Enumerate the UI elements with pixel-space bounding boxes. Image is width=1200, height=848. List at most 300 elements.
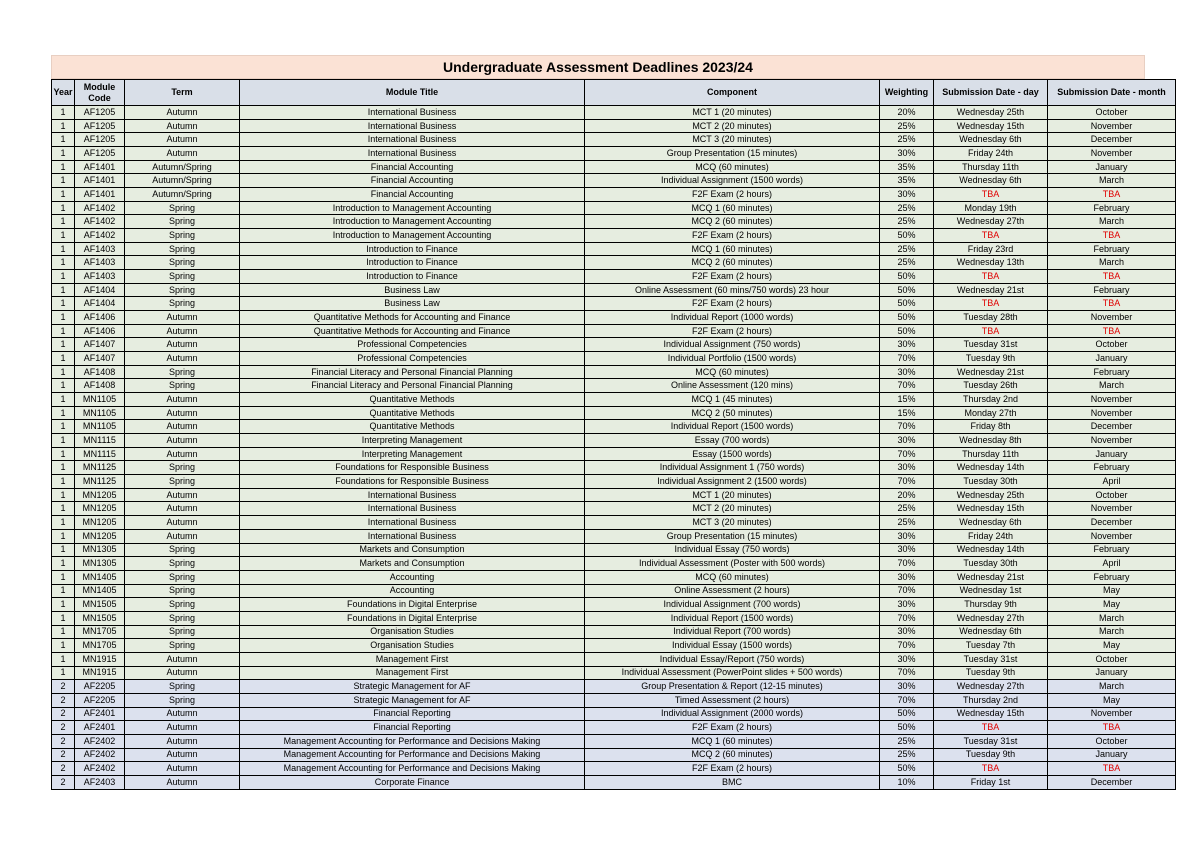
weighting-cell: 70%: [880, 420, 934, 434]
year-cell: 1: [52, 529, 75, 543]
weighting-cell: 50%: [880, 229, 934, 243]
weighting-cell: 50%: [880, 721, 934, 735]
module-code-cell: AF1401: [75, 188, 125, 202]
submission-day-cell: Wednesday 21st: [934, 283, 1048, 297]
submission-month-cell: November: [1048, 119, 1176, 133]
submission-day-cell: Wednesday 14th: [934, 461, 1048, 475]
component-cell: MCT 2 (20 minutes): [585, 119, 880, 133]
component-cell: F2F Exam (2 hours): [585, 721, 880, 735]
component-cell: Individual Essay/Report (750 words): [585, 652, 880, 666]
submission-month-cell: February: [1048, 201, 1176, 215]
module-title-cell: Business Law: [240, 297, 585, 311]
year-cell: 1: [52, 502, 75, 516]
term-cell: Autumn: [125, 447, 240, 461]
submission-day-cell: Friday 1st: [934, 775, 1048, 789]
module-title-cell: Organisation Studies: [240, 639, 585, 653]
component-cell: Group Presentation (15 minutes): [585, 147, 880, 161]
component-cell: MCQ 1 (60 minutes): [585, 201, 880, 215]
module-code-cell: MN1125: [75, 461, 125, 475]
weighting-cell: 25%: [880, 119, 934, 133]
component-cell: MCT 3 (20 minutes): [585, 133, 880, 147]
module-code-cell: MN1705: [75, 625, 125, 639]
weighting-cell: 35%: [880, 160, 934, 174]
term-cell: Autumn/Spring: [125, 174, 240, 188]
submission-month-cell: February: [1048, 365, 1176, 379]
year-cell: 1: [52, 311, 75, 325]
table-row: [52, 639, 1176, 653]
submission-month-cell: October: [1048, 652, 1176, 666]
table-row: [52, 707, 1176, 721]
component-cell: Group Presentation & Report (12-15 minutes): [585, 680, 880, 694]
component-cell: F2F Exam (2 hours): [585, 229, 880, 243]
submission-day-cell: Wednesday 27th: [934, 680, 1048, 694]
submission-day-cell: Thursday 9th: [934, 598, 1048, 612]
term-cell: Autumn: [125, 721, 240, 735]
module-title-cell: Management First: [240, 666, 585, 680]
module-code-cell: AF1408: [75, 379, 125, 393]
table-row: [52, 721, 1176, 735]
table-row: [52, 584, 1176, 598]
term-cell: Spring: [125, 680, 240, 694]
submission-month-cell: May: [1048, 598, 1176, 612]
submission-day-cell: Tuesday 9th: [934, 666, 1048, 680]
submission-month-cell: November: [1048, 147, 1176, 161]
submission-day-cell: Friday 23rd: [934, 242, 1048, 256]
table-row: [52, 201, 1176, 215]
table-row: [52, 379, 1176, 393]
submission-day-cell: Wednesday 15th: [934, 502, 1048, 516]
submission-month-cell: May: [1048, 584, 1176, 598]
column-header-term: Term: [125, 80, 240, 106]
module-code-cell: AF2401: [75, 707, 125, 721]
component-cell: Individual Assignment (750 words): [585, 338, 880, 352]
module-title-cell: Financial Accounting: [240, 188, 585, 202]
submission-month-cell: January: [1048, 748, 1176, 762]
submission-month-cell: February: [1048, 242, 1176, 256]
submission-day-cell: Tuesday 31st: [934, 338, 1048, 352]
table-row: [52, 529, 1176, 543]
module-code-cell: AF1408: [75, 365, 125, 379]
table-row: [52, 256, 1176, 270]
term-cell: Spring: [125, 256, 240, 270]
component-cell: Individual Assessment (PowerPoint slides + 500 words): [585, 666, 880, 680]
weighting-cell: 25%: [880, 256, 934, 270]
year-cell: 1: [52, 256, 75, 270]
year-cell: 2: [52, 748, 75, 762]
component-cell: Individual Assignment 1 (750 words): [585, 461, 880, 475]
component-cell: MCQ 1 (45 minutes): [585, 393, 880, 407]
module-title-cell: International Business: [240, 516, 585, 530]
term-cell: Autumn: [125, 434, 240, 448]
term-cell: Spring: [125, 461, 240, 475]
term-cell: Spring: [125, 270, 240, 284]
year-cell: 1: [52, 160, 75, 174]
module-code-cell: AF1402: [75, 215, 125, 229]
module-title-cell: International Business: [240, 488, 585, 502]
year-cell: 2: [52, 775, 75, 789]
term-cell: Autumn/Spring: [125, 160, 240, 174]
weighting-cell: 30%: [880, 652, 934, 666]
weighting-cell: 70%: [880, 447, 934, 461]
module-code-cell: MN1915: [75, 666, 125, 680]
table-row: [52, 762, 1176, 776]
table-row: [52, 666, 1176, 680]
submission-day-cell: Wednesday 6th: [934, 174, 1048, 188]
year-cell: 1: [52, 393, 75, 407]
module-title-cell: Strategic Management for AF: [240, 693, 585, 707]
submission-day-cell: Wednesday 6th: [934, 133, 1048, 147]
submission-day-cell: Tuesday 28th: [934, 311, 1048, 325]
table-row: [52, 598, 1176, 612]
module-title-cell: Management Accounting for Performance and Decisions Making: [240, 762, 585, 776]
module-code-cell: MN1305: [75, 557, 125, 571]
module-title-cell: Financial Reporting: [240, 721, 585, 735]
weighting-cell: 70%: [880, 666, 934, 680]
weighting-cell: 25%: [880, 201, 934, 215]
table-row: [52, 406, 1176, 420]
component-cell: Individual Essay (750 words): [585, 543, 880, 557]
term-cell: Autumn: [125, 502, 240, 516]
table-row: [52, 160, 1176, 174]
submission-day-cell: Tuesday 9th: [934, 748, 1048, 762]
submission-day-cell: Friday 24th: [934, 147, 1048, 161]
submission-day-cell: Tuesday 9th: [934, 352, 1048, 366]
term-cell: Spring: [125, 201, 240, 215]
submission-day-cell: TBA: [934, 297, 1048, 311]
weighting-cell: 50%: [880, 707, 934, 721]
column-header-module-code: Module Code: [75, 80, 125, 106]
component-cell: F2F Exam (2 hours): [585, 188, 880, 202]
year-cell: 1: [52, 270, 75, 284]
module-code-cell: MN1505: [75, 611, 125, 625]
module-code-cell: AF2205: [75, 693, 125, 707]
component-cell: MCQ 1 (60 minutes): [585, 734, 880, 748]
year-cell: 1: [52, 119, 75, 133]
term-cell: Spring: [125, 584, 240, 598]
year-cell: 1: [52, 147, 75, 161]
year-cell: 1: [52, 188, 75, 202]
table-row: [52, 775, 1176, 789]
weighting-cell: 70%: [880, 639, 934, 653]
module-title-cell: International Business: [240, 106, 585, 120]
module-code-cell: AF2402: [75, 748, 125, 762]
year-cell: 1: [52, 488, 75, 502]
component-cell: Online Assessment (120 mins): [585, 379, 880, 393]
weighting-cell: 30%: [880, 365, 934, 379]
table-row: [52, 188, 1176, 202]
term-cell: Spring: [125, 283, 240, 297]
module-code-cell: MN1205: [75, 529, 125, 543]
table-row: [52, 488, 1176, 502]
term-cell: Spring: [125, 365, 240, 379]
module-title-cell: Foundations for Responsible Business: [240, 475, 585, 489]
module-code-cell: MN1105: [75, 420, 125, 434]
year-cell: 2: [52, 762, 75, 776]
weighting-cell: 30%: [880, 188, 934, 202]
year-cell: 1: [52, 570, 75, 584]
term-cell: Autumn: [125, 338, 240, 352]
module-title-cell: Quantitative Methods: [240, 420, 585, 434]
term-cell: Spring: [125, 570, 240, 584]
weighting-cell: 70%: [880, 611, 934, 625]
component-cell: Online Assessment (60 mins/750 words) 23 hour: [585, 283, 880, 297]
year-cell: 1: [52, 475, 75, 489]
table-row: [52, 502, 1176, 516]
year-cell: 1: [52, 584, 75, 598]
table-row: [52, 516, 1176, 530]
module-title-cell: Markets and Consumption: [240, 557, 585, 571]
submission-month-cell: February: [1048, 461, 1176, 475]
component-cell: F2F Exam (2 hours): [585, 270, 880, 284]
submission-day-cell: Thursday 11th: [934, 447, 1048, 461]
component-cell: Essay (700 words): [585, 434, 880, 448]
module-code-cell: AF1404: [75, 283, 125, 297]
submission-month-cell: March: [1048, 379, 1176, 393]
submission-month-cell: April: [1048, 557, 1176, 571]
submission-month-cell: October: [1048, 734, 1176, 748]
weighting-cell: 30%: [880, 625, 934, 639]
submission-month-cell: December: [1048, 420, 1176, 434]
year-cell: 1: [52, 283, 75, 297]
weighting-cell: 70%: [880, 379, 934, 393]
column-header-submission-month: Submission Date - month: [1048, 80, 1176, 106]
module-title-cell: Markets and Consumption: [240, 543, 585, 557]
component-cell: MCQ 2 (50 minutes): [585, 406, 880, 420]
table-body: [52, 106, 1176, 790]
submission-day-cell: Tuesday 7th: [934, 639, 1048, 653]
module-title-cell: Financial Literacy and Personal Financial Planning: [240, 365, 585, 379]
submission-day-cell: Thursday 2nd: [934, 693, 1048, 707]
component-cell: MCT 3 (20 minutes): [585, 516, 880, 530]
weighting-cell: 30%: [880, 461, 934, 475]
module-code-cell: AF1403: [75, 242, 125, 256]
component-cell: MCQ 1 (60 minutes): [585, 242, 880, 256]
table-row: [52, 693, 1176, 707]
module-code-cell: AF1401: [75, 160, 125, 174]
table-row: [52, 557, 1176, 571]
module-title-cell: Foundations in Digital Enterprise: [240, 598, 585, 612]
submission-month-cell: October: [1048, 488, 1176, 502]
weighting-cell: 30%: [880, 338, 934, 352]
submission-day-cell: Wednesday 6th: [934, 516, 1048, 530]
module-title-cell: Foundations for Responsible Business: [240, 461, 585, 475]
module-code-cell: AF2401: [75, 721, 125, 735]
table-row: [52, 543, 1176, 557]
term-cell: Spring: [125, 297, 240, 311]
weighting-cell: 25%: [880, 215, 934, 229]
submission-month-cell: January: [1048, 666, 1176, 680]
year-cell: 1: [52, 557, 75, 571]
weighting-cell: 20%: [880, 106, 934, 120]
submission-month-cell: October: [1048, 106, 1176, 120]
year-cell: 1: [52, 297, 75, 311]
year-cell: 1: [52, 365, 75, 379]
table-row: [52, 365, 1176, 379]
year-cell: 1: [52, 639, 75, 653]
year-cell: 1: [52, 434, 75, 448]
submission-month-cell: December: [1048, 775, 1176, 789]
module-code-cell: AF1406: [75, 311, 125, 325]
weighting-cell: 25%: [880, 133, 934, 147]
term-cell: Autumn: [125, 420, 240, 434]
year-cell: 1: [52, 611, 75, 625]
submission-day-cell: Monday 19th: [934, 201, 1048, 215]
submission-month-cell: March: [1048, 174, 1176, 188]
year-cell: 1: [52, 379, 75, 393]
submission-month-cell: TBA: [1048, 188, 1176, 202]
submission-day-cell: Wednesday 13th: [934, 256, 1048, 270]
component-cell: Individual Report (1500 words): [585, 420, 880, 434]
year-cell: 1: [52, 666, 75, 680]
weighting-cell: 50%: [880, 283, 934, 297]
module-title-cell: Quantitative Methods for Accounting and Finance: [240, 324, 585, 338]
table-row: [52, 229, 1176, 243]
module-code-cell: AF2402: [75, 762, 125, 776]
module-title-cell: International Business: [240, 119, 585, 133]
submission-day-cell: Tuesday 31st: [934, 652, 1048, 666]
submission-day-cell: Wednesday 27th: [934, 611, 1048, 625]
module-code-cell: AF1401: [75, 174, 125, 188]
module-code-cell: MN1205: [75, 488, 125, 502]
weighting-cell: 50%: [880, 762, 934, 776]
table-row: [52, 447, 1176, 461]
column-header-submission-day: Submission Date - day: [934, 80, 1048, 106]
deadlines-table: [51, 79, 1176, 790]
year-cell: 1: [52, 447, 75, 461]
component-cell: Group Presentation (15 minutes): [585, 529, 880, 543]
term-cell: Autumn: [125, 775, 240, 789]
weighting-cell: 30%: [880, 680, 934, 694]
module-code-cell: AF2403: [75, 775, 125, 789]
year-cell: 1: [52, 406, 75, 420]
submission-month-cell: March: [1048, 625, 1176, 639]
module-code-cell: MN1205: [75, 502, 125, 516]
submission-day-cell: Wednesday 8th: [934, 434, 1048, 448]
submission-month-cell: November: [1048, 529, 1176, 543]
year-cell: 1: [52, 543, 75, 557]
table-row: [52, 748, 1176, 762]
component-cell: Individual Assignment 2 (1500 words): [585, 475, 880, 489]
term-cell: Autumn/Spring: [125, 188, 240, 202]
weighting-cell: 70%: [880, 352, 934, 366]
component-cell: MCQ (60 minutes): [585, 570, 880, 584]
table-row: [52, 106, 1176, 120]
submission-day-cell: TBA: [934, 229, 1048, 243]
term-cell: Autumn: [125, 406, 240, 420]
submission-day-cell: TBA: [934, 721, 1048, 735]
term-cell: Autumn: [125, 352, 240, 366]
table-row: [52, 434, 1176, 448]
year-cell: 1: [52, 352, 75, 366]
term-cell: Autumn: [125, 311, 240, 325]
weighting-cell: 35%: [880, 174, 934, 188]
module-title-cell: Corporate Finance: [240, 775, 585, 789]
table-row: [52, 461, 1176, 475]
weighting-cell: 10%: [880, 775, 934, 789]
year-cell: 1: [52, 420, 75, 434]
component-cell: Individual Portfolio (1500 words): [585, 352, 880, 366]
weighting-cell: 25%: [880, 734, 934, 748]
component-cell: F2F Exam (2 hours): [585, 762, 880, 776]
year-cell: 1: [52, 338, 75, 352]
term-cell: Spring: [125, 598, 240, 612]
component-cell: BMC: [585, 775, 880, 789]
year-cell: 2: [52, 734, 75, 748]
component-cell: Individual Assignment (1500 words): [585, 174, 880, 188]
module-title-cell: Management First: [240, 652, 585, 666]
header-row: [52, 80, 1176, 106]
module-title-cell: Interpreting Management: [240, 447, 585, 461]
module-code-cell: MN1705: [75, 639, 125, 653]
component-cell: Individual Report (700 words): [585, 625, 880, 639]
submission-day-cell: Tuesday 26th: [934, 379, 1048, 393]
submission-month-cell: May: [1048, 639, 1176, 653]
weighting-cell: 70%: [880, 557, 934, 571]
submission-month-cell: March: [1048, 611, 1176, 625]
component-cell: MCT 2 (20 minutes): [585, 502, 880, 516]
submission-month-cell: March: [1048, 215, 1176, 229]
table-row: [52, 242, 1176, 256]
table-row: [52, 393, 1176, 407]
weighting-cell: 25%: [880, 516, 934, 530]
component-cell: Individual Report (1000 words): [585, 311, 880, 325]
submission-day-cell: Wednesday 14th: [934, 543, 1048, 557]
module-code-cell: MN1505: [75, 598, 125, 612]
submission-day-cell: Wednesday 21st: [934, 570, 1048, 584]
year-cell: 1: [52, 598, 75, 612]
weighting-cell: 30%: [880, 543, 934, 557]
module-title-cell: Introduction to Management Accounting: [240, 229, 585, 243]
year-cell: 2: [52, 707, 75, 721]
year-cell: 1: [52, 174, 75, 188]
weighting-cell: 30%: [880, 147, 934, 161]
module-code-cell: AF2205: [75, 680, 125, 694]
component-cell: MCT 1 (20 minutes): [585, 488, 880, 502]
term-cell: Autumn: [125, 748, 240, 762]
year-cell: 2: [52, 693, 75, 707]
term-cell: Autumn: [125, 652, 240, 666]
sheet-title: Undergraduate Assessment Deadlines 2023/24: [51, 55, 1145, 79]
module-title-cell: Accounting: [240, 570, 585, 584]
module-title-cell: Professional Competencies: [240, 338, 585, 352]
table-row: [52, 119, 1176, 133]
module-code-cell: AF2402: [75, 734, 125, 748]
term-cell: Spring: [125, 625, 240, 639]
submission-day-cell: TBA: [934, 188, 1048, 202]
module-title-cell: Business Law: [240, 283, 585, 297]
term-cell: Autumn: [125, 529, 240, 543]
column-header-component: Component: [585, 80, 880, 106]
term-cell: Spring: [125, 693, 240, 707]
submission-month-cell: February: [1048, 570, 1176, 584]
submission-month-cell: December: [1048, 133, 1176, 147]
submission-month-cell: May: [1048, 693, 1176, 707]
module-code-cell: AF1205: [75, 133, 125, 147]
component-cell: F2F Exam (2 hours): [585, 297, 880, 311]
term-cell: Autumn: [125, 106, 240, 120]
weighting-cell: 50%: [880, 324, 934, 338]
year-cell: 1: [52, 516, 75, 530]
module-title-cell: Management Accounting for Performance and Decisions Making: [240, 748, 585, 762]
submission-day-cell: Tuesday 30th: [934, 475, 1048, 489]
year-cell: 1: [52, 652, 75, 666]
weighting-cell: 30%: [880, 570, 934, 584]
weighting-cell: 30%: [880, 529, 934, 543]
term-cell: Autumn: [125, 516, 240, 530]
column-header-module-title: Module Title: [240, 80, 585, 106]
term-cell: Spring: [125, 543, 240, 557]
table-row: [52, 324, 1176, 338]
